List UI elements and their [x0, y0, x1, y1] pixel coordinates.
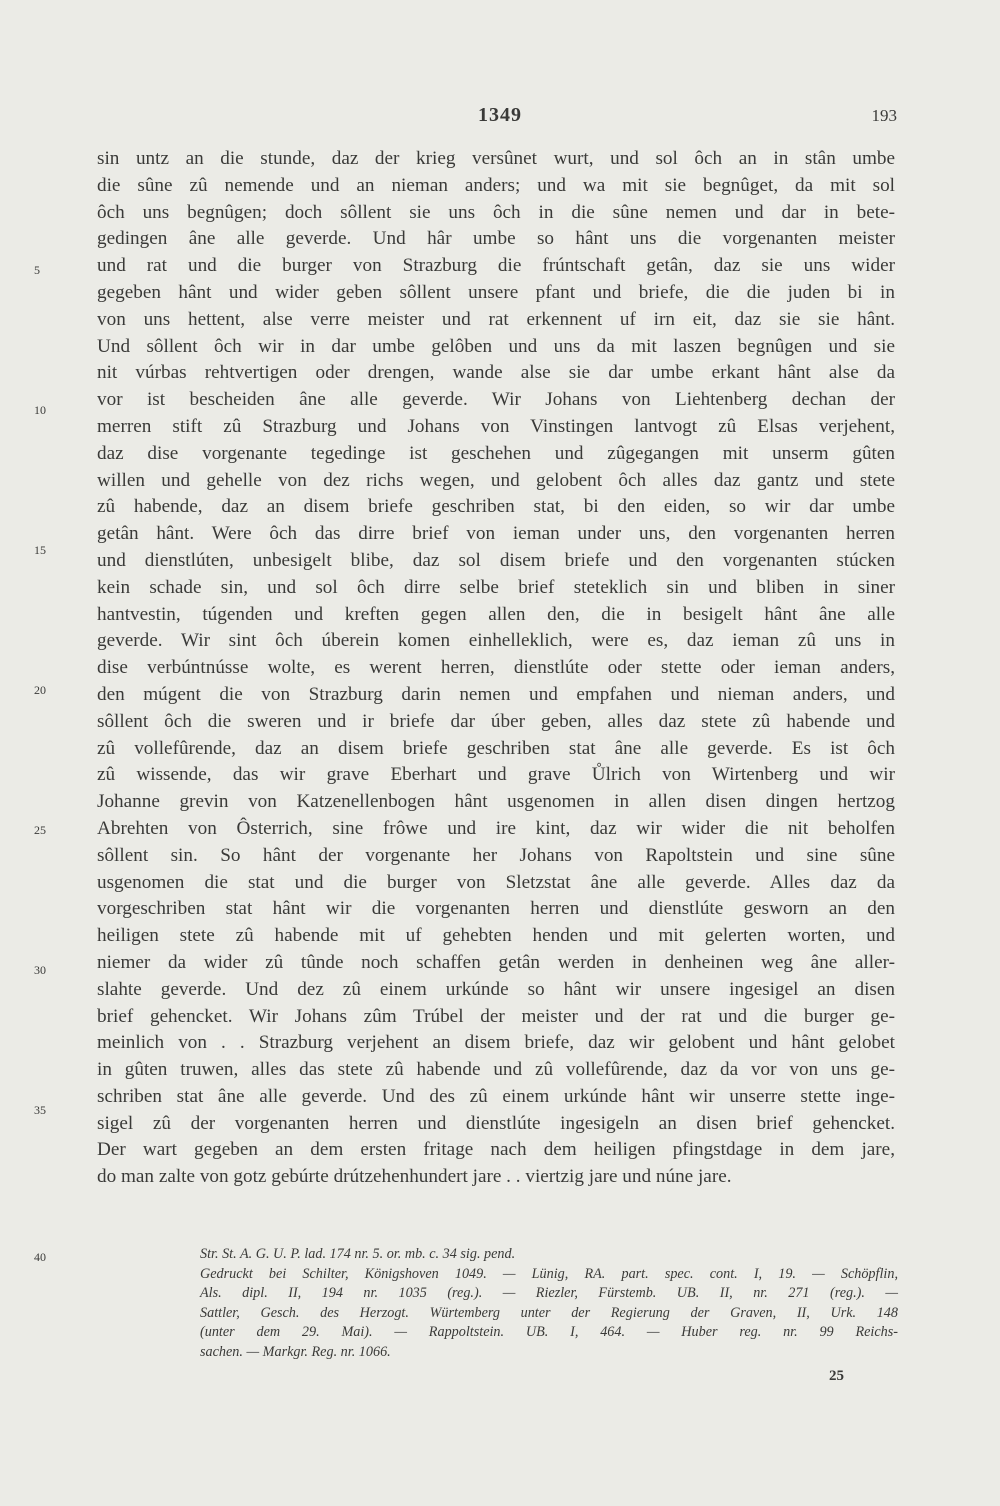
- text-line: zû habende, daz an disem briefe geschriben stat, bi den eiden, so wir dar umbe: [97, 496, 895, 518]
- page-number: 193: [871, 106, 897, 125]
- text-line: und rat und die burger von Strazburg die frúntschaft getân, daz sie uns wider: [97, 255, 895, 277]
- text-line: sin untz an die stunde, daz der krieg versûnet wurt, und sol ôch an in stân umbe: [97, 148, 895, 169]
- text-line: usgenomen die stat und die burger von Sletzstat âne alle geverde. Alles daz da: [97, 871, 895, 893]
- text-line: gedingen âne alle geverde. Und hâr umbe so hânt uns die vorgenanten meister: [97, 228, 895, 250]
- text-line: geverde. Wir sint ôch úberein komen einhelleklich, were es, daz ieman zû uns in: [97, 630, 895, 652]
- text-line: Und sôllent ôch wir in dar umbe gelôben und uns da mit laszen begnûgen und sie: [97, 335, 895, 357]
- text-line: sôllent sin. So hânt der vorgenante her Johans von Rapoltstein und sine sûne: [97, 844, 895, 866]
- text-line: kein schade sin, und sol ôch dirre selbe brief steteklich sin und bliben in siner: [97, 576, 895, 598]
- text-line: von uns hettent, alse verre meister und rat erkennent uf irn eit, daz sie sie hânt.: [97, 308, 895, 330]
- text-line: meinlich von . . Strazburg verjehent an disem briefe, daz wir gelobent und hânt gelobet: [97, 1032, 895, 1054]
- text-line: do man zalte von gotz gebúrte drútzehenhundert jare . . viertzig jare und núne jare.: [97, 1166, 732, 1188]
- text-line: in gûten truwen, alles das stete zû habende und zû vollefûrende, daz da vor von uns ge-: [97, 1059, 895, 1081]
- bibliography-line: sachen. — Markgr. Reg. nr. 1066.: [200, 1343, 391, 1360]
- line-number: 5: [34, 263, 40, 277]
- signature-mark: 25: [829, 1368, 844, 1384]
- text-line: getân hânt. Were ôch das dirre brief von ieman under uns, den vorgenanten herren: [97, 523, 895, 545]
- text-line: willen und gehelle von dez richs wegen, und gelobent ôch alles daz gantz und stete: [97, 469, 895, 491]
- text-line: nit vúrbas rehtvertigen oder drengen, wande alse sie dar umbe erkant hânt alse da: [97, 362, 895, 384]
- page-year-heading: 1349: [478, 104, 522, 126]
- text-line: die sûne zû nemende und an nieman anders; und wa mit sie begnûget, da mit sol: [97, 174, 895, 196]
- line-number: 30: [34, 963, 46, 977]
- text-line: Der wart gegeben an dem ersten fritage nach dem heiligen pfingstdage in dem jare,: [97, 1139, 895, 1161]
- text-line: slahte geverde. Und dez zû einem urkúnde so hânt wir unsere ingesigel an disen: [97, 978, 895, 1000]
- text-line: und dienstlúten, unbesigelt blibe, daz sol disem briefe und den vorgenanten stúcken: [97, 549, 895, 571]
- source-notes: [200, 1245, 898, 1362]
- text-line: zû vollefûrende, daz an disem briefe geschriben stat âne alle geverde. Es ist ôch: [97, 737, 895, 759]
- text-line: schriben stat âne alle geverde. Und des zû einem urkúnde hânt wir unserre stette inge-: [97, 1085, 895, 1107]
- charter-text: [97, 146, 895, 1191]
- archive-reference: Str. St. A. G. U. P. lad. 174 nr. 5. or. mb. c. 34 sig. pend.: [200, 1246, 516, 1262]
- line-number: 20: [34, 683, 46, 697]
- line-number: 40: [34, 1250, 46, 1264]
- bibliography-line: Gedruckt bei Schilter, Königshoven 1049. — Lünig, RA. part. spec. cont. I, 19. — Schöpflin,: [200, 1265, 898, 1282]
- bibliography-line: Als. dipl. II, 194 nr. 1035 (reg.). — Riezler, Fürstemb. UB. II, nr. 271 (reg.). —: [200, 1285, 898, 1301]
- text-line: gegeben hânt und wider geben sôllent unsere pfant und briefe, die die juden bi in: [97, 281, 895, 303]
- text-line: vorgeschriben stat hânt wir die vorgenanten herren und dienstlúte gesworn an den: [97, 898, 895, 920]
- text-line: vor ist bescheiden âne alle geverde. Wir Johans von Liehtenberg dechan der: [97, 389, 895, 411]
- line-number: 25: [34, 823, 46, 837]
- text-line: dise verbúntnússe wolte, es werent herren, dienstlúte oder stette oder ieman anders,: [97, 657, 895, 679]
- line-number: 15: [34, 543, 46, 557]
- text-line: ôch uns begnûgen; doch sôllent sie uns ôch in die sûne nemen und dar in bete-: [97, 201, 895, 223]
- text-line: hantvestin, túgenden und kreften gegen allen den, die in besigelt hânt âne alle: [97, 603, 895, 625]
- line-number: 35: [34, 1103, 46, 1117]
- bibliography-line: (unter dem 29. Mai). — Rappoltstein. UB. I, 464. — Huber reg. nr. 99 Reichs-: [200, 1324, 898, 1340]
- text-line: Abrehten von Ôsterrich, sine frôwe und ire kint, daz wir wider die nit beholfen: [97, 817, 895, 839]
- text-line: sigel zû der vorgenanten herren und dienstlúte ingesigeln an disen brief gehencket.: [97, 1112, 895, 1134]
- text-line: brief gehencket. Wir Johans zûm Trúbel der meister und der rat und die burger ge-: [97, 1005, 895, 1027]
- bibliography-line: Sattler, Gesch. des Herzogt. Würtemberg unter der Regierung der Graven, II, Urk. 148: [200, 1304, 898, 1321]
- text-line: merren stift zû Strazburg und Johans von Vinstingen lantvogt zû Elsas verjehent,: [97, 415, 895, 437]
- text-line: heiligen stete zû habende mit uf gehebten henden und mit gelerten worten, und: [97, 925, 895, 947]
- text-line: daz dise vorgenante tegedinge ist geschehen und zûgegangen mit unserm gûten: [97, 442, 895, 464]
- text-line: sôllent ôch die sweren und ir briefe dar úber geben, alles daz stete zû habende und: [97, 710, 895, 732]
- text-line: niemer da wider zû tûnde noch schaffen getân werden in denheinen weg âne aller-: [97, 951, 895, 973]
- text-line: den múgent die von Strazburg darin nemen und empfahen und nieman anders, und: [97, 683, 895, 705]
- line-number: 10: [34, 403, 46, 417]
- text-line: Johanne grevin von Katzenellenbogen hânt usgenomen in allen disen dingen hertzog: [97, 791, 895, 813]
- text-line: zû wissende, das wir grave Eberhart und grave Ůlrich von Wirtenberg und wir: [97, 764, 895, 786]
